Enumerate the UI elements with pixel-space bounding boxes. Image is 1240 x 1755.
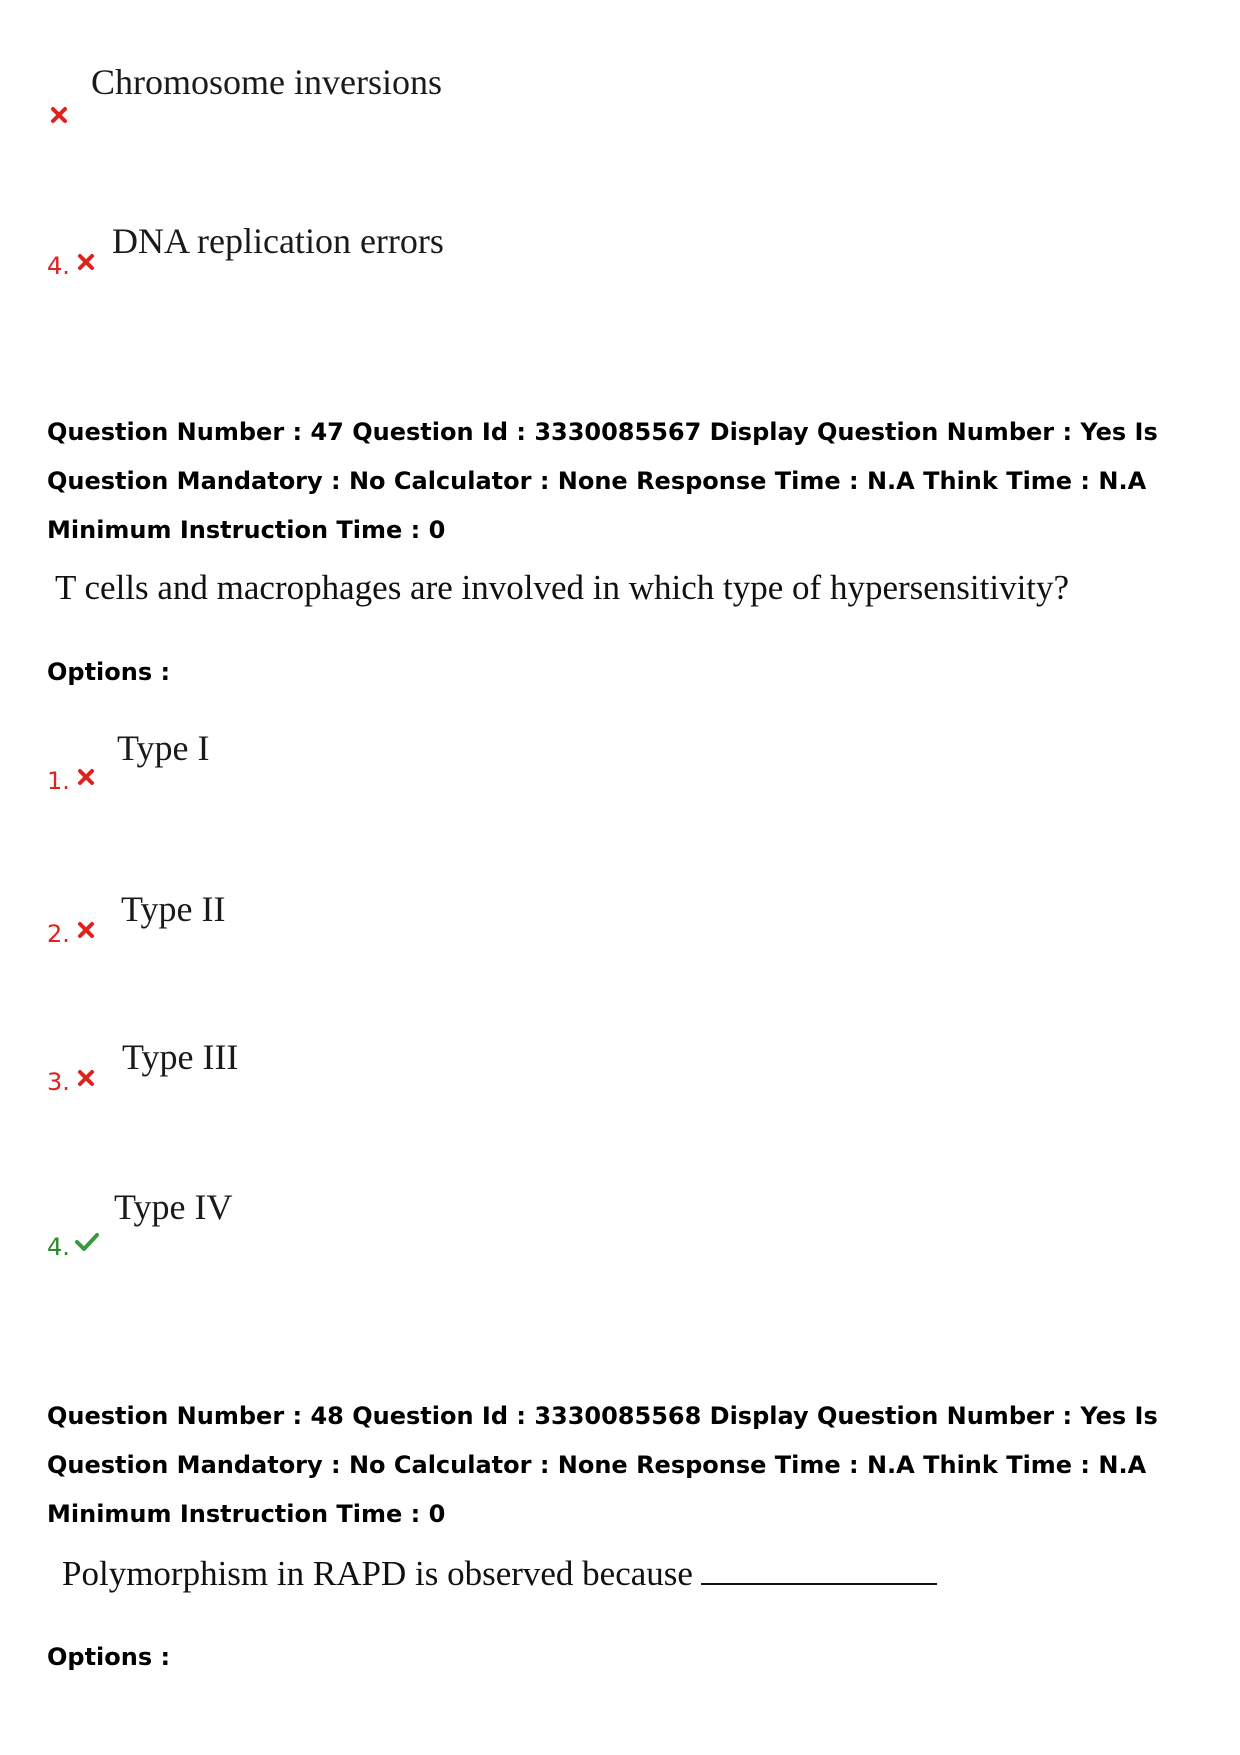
question-meta: Question Number : 48 Question Id : 3330085568 Display Question Number : Yes Is Question Mandatory : No Calculator : None Response Time : N.A Think Time : N.A Minimum Instruction Time : 0 [47,1402,1158,1528]
cross-icon [77,253,95,271]
option-item [0,1028,1240,1108]
option-number: 1. [47,767,70,795]
answer-blank [701,1555,937,1585]
option-item [0,720,1240,800]
option-number: 4. [47,252,70,280]
option-text: Type IV [114,1187,233,1227]
option-text: Type I [117,728,210,768]
question-text [62,1554,937,1594]
option-item [0,880,1240,960]
option-text: Type III [122,1037,239,1077]
cross-icon [77,1069,95,1087]
cross-icon [77,768,95,786]
option-number: 3. [47,1068,70,1096]
option-item [0,1178,1240,1261]
options-label: Options : [47,658,171,686]
option-item [0,55,1240,135]
option-item [0,212,1240,282]
check-icon [75,1232,99,1252]
question-text: T cells and macrophages are involved in which type of hypersensitivity? [55,568,1070,607]
option-number: 4. [47,1233,70,1261]
question-text-content: Polymorphism in RAPD is observed because [62,1554,693,1593]
option-text: Chromosome inversions [91,62,442,102]
question-meta: Question Number : 47 Question Id : 3330085567 Display Question Number : Yes Is Question Mandatory : No Calculator : None Response Time : N.A Think Time : N.A Minimum Instruction Time : 0 [47,418,1158,544]
cross-icon [50,106,68,124]
option-text: Type II [121,889,226,929]
options-label: Options : [47,1643,171,1671]
cross-icon [77,921,95,939]
option-number: 2. [47,920,70,948]
option-text: DNA replication errors [112,221,444,261]
